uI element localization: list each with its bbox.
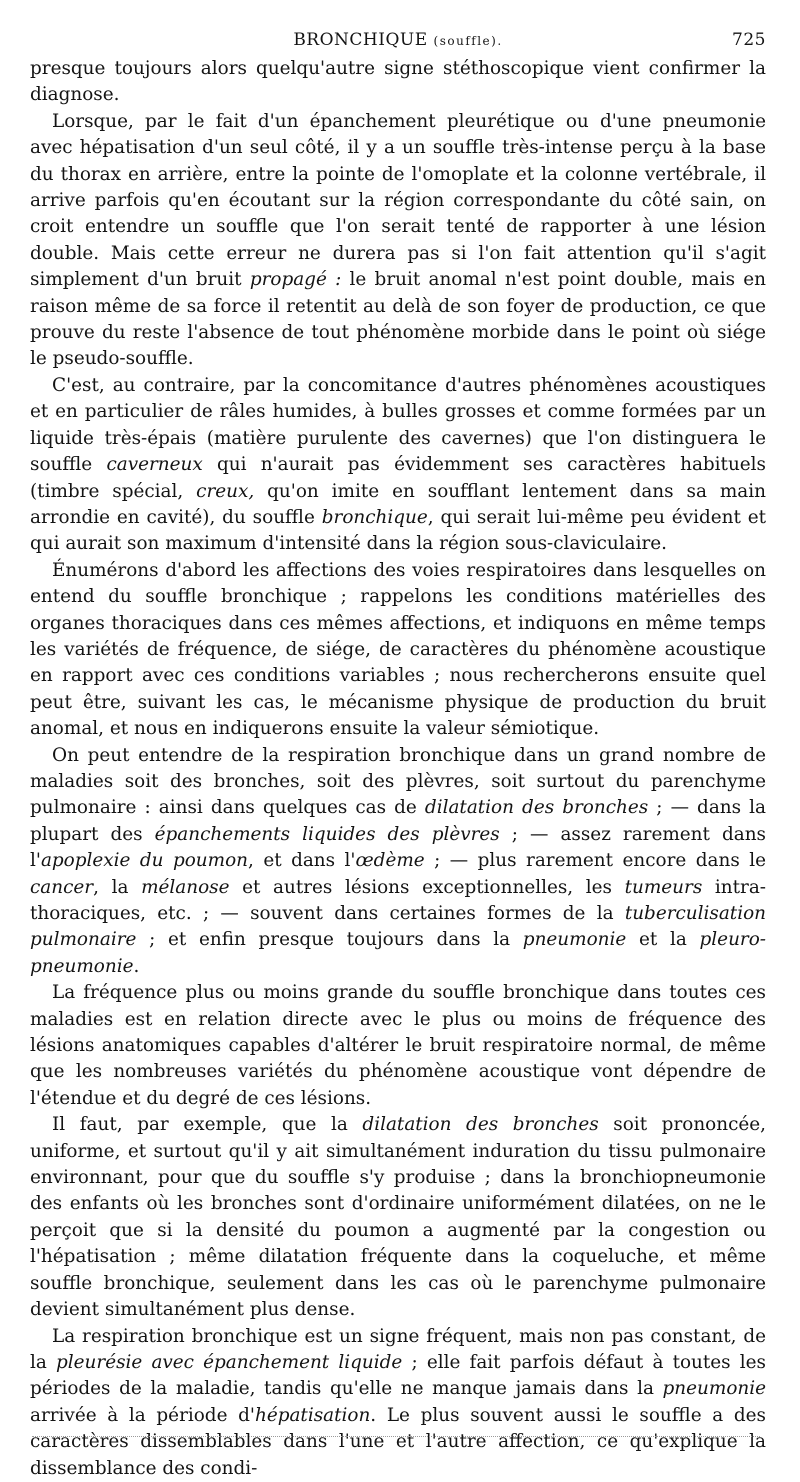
header-title: BRONCHIQUE [293,30,428,50]
italic-term: dilatation des bronches [424,797,649,819]
text-run: ; — dans la plupart des [30,797,766,845]
text-run: . [133,955,140,977]
italic-term: cancer [30,876,94,898]
italic-term: apoplexie du poumon [40,850,249,872]
paragraph [30,1324,766,1482]
italic-term: pleurésie avec épanchement liquide [56,1351,403,1373]
text-run: intra-thoraciques, etc. ; — souvent dans certaines formes de la [30,876,766,924]
italic-term: œdème [355,850,425,872]
italic-term: dilatation des bronches [362,1114,599,1136]
italic-term: hépatisation [254,1404,371,1426]
paragraph [30,980,766,1112]
italic-term: mélanose [141,876,230,898]
paragraph [30,743,766,981]
text-run: qui n'aurait pas évidemment ses caractères habituels (timbre spécial, [30,454,766,502]
text-run: le bruit anomal n'est point double, mais en raison même de sa force il retentit au delà de son foyer de production, ce que prouve du reste l'absence de tout phénomène morbide dans le point où siége le pseudo-souffle. [30,269,767,370]
paragraph [30,373,766,558]
paragraph [30,558,766,743]
text-run: et autres lésions exceptionnelles, les [229,876,625,898]
text-run: qu'on imite en soufflant lentement dans sa main arrondie en cavité), du souffle [30,480,766,528]
text-run: . Le plus souvent aussi le souffle a des caractères dissemblables dans l'une et l'autre affection, ce qu'explique la dissemblance des condi- [30,1404,766,1479]
text-run: ; elle fait parfois défaut à toutes les périodes de la maladie, tandis qu'elle ne manque jamais dans la [30,1351,766,1400]
italic-term: pneumonie [662,1378,766,1400]
text-run: ; — assez rarement dans l' [30,823,766,872]
text-run: arrivée à la période d' [30,1404,255,1426]
text-run: Il faut, par exemple, que la [52,1114,363,1136]
text-run: , la [93,876,142,898]
footer-rule [32,1436,760,1437]
paragraph [30,56,766,109]
page-number: 725 [732,30,766,50]
text-run: C'est, au contraire, par la concomitance d'autres phénomènes acoustiques et en particulier de râles humides, à bulles grosses et comme formées par un liquide très-épais (matière purulente des cavernes) que l'on distinguera le souffle [30,374,766,476]
italic-term: pleuro-pneumonie [30,929,766,977]
running-title [30,30,766,50]
text-run: , qui serait lui-même peu évident et qui aurait son maximum d'intensité dans la région sous-claviculaire. [30,506,766,555]
text-run: et la [626,929,700,951]
text-run: La respiration bronchique est un signe fréquent, mais non pas constant, de la [30,1325,766,1373]
paragraph [30,109,766,373]
body-text [30,56,766,1482]
italic-term: tumeurs [624,876,703,898]
text-run: ; — plus rarement encore dans le [424,850,766,872]
italic-term: creux, [196,480,255,502]
text-run: Énumérons d'abord les affections des voies respiratoires dans lesquelles on entend du souffle bronchique ; rappelons les conditions matérielles des organes thoraciques dans ces mêmes affections, et indiquons en même temps les variétés de fréquence, de siége, de caractères du phénomène acoustique en rapport avec ces conditions variables ; nous rechercherons ensuite quel peut être, suivant les cas, le mécanisme physique de production du bruit anomal, et nous en indiquerons ensuite la valeur sémiotique. [30,559,766,740]
text-run: La fréquence plus ou moins grande du souffle bronchique dans toutes ces maladies est en relation directe avec le plus ou moins de fréquence des lésions anatomiques capables d'altérer le bruit respiratoire normal, de même que les nombreuses variétés du phénomène acoustique vont dépendre de l'étendue et du degré de ces lésions. [30,982,766,1109]
text-run: Lorsque, par le fait d'un épanchement pleurétique ou d'une pneumonie avec hépatisation d'un seul côté, il y a un souffle très-intense perçu à la base du thorax en arrière, entre la pointe de l'omoplate et la colonne vertébrale, il arrive parfois qu'en écoutant sur la région correspondante du côté sain, on croit entendre un souffle que l'on serait tenté de rapporter à une lésion double. Mais cette erreur ne durera pas si l'on fait attention qu'il s'agit simplement d'un bruit [30,110,766,291]
text-run: , et dans l' [248,850,356,872]
italic-term: propagé : [249,269,342,291]
italic-term: pneumonie [522,929,627,951]
paragraph [30,1112,766,1323]
italic-term: tuberculisation pulmonaire [30,903,766,951]
text-run: soit prononcée, uniforme, et surtout qu'il y ait simultanément induration du tissu pulmonaire environnant, pour que du souffle s'y produise ; dans la bronchiopneumonie des enfants où les bronches sont d'ordinaire uniformément dilatées, on ne le perçoit que si la densité du poumon a augmenté par la congestion ou l'hépatisation ; même dilatation fréquente dans la coqueluche, et même souffle bronchique, seulement dans les cas où le parenchyme pulmonaire devient simultanément plus dense. [30,1114,766,1321]
header-subtitle: (souffle). [433,34,503,48]
italic-term: épanchements liquides des plèvres [154,823,500,845]
italic-term: caverneux [106,454,203,476]
italic-term: bronchique [321,506,428,528]
text-run: On peut entendre de la respiration bronchique dans un grand nombre de maladies soit des bronches, soit des plèvres, soit surtout du parenchyme pulmonaire : ainsi dans quelques cas de [30,744,766,819]
running-header [30,26,766,56]
text-run: presque toujours alors quelqu'autre signe stéthoscopique vient confirmer la diagnose. [30,58,766,106]
text-run: ; et enfin presque toujours dans la [136,929,523,951]
